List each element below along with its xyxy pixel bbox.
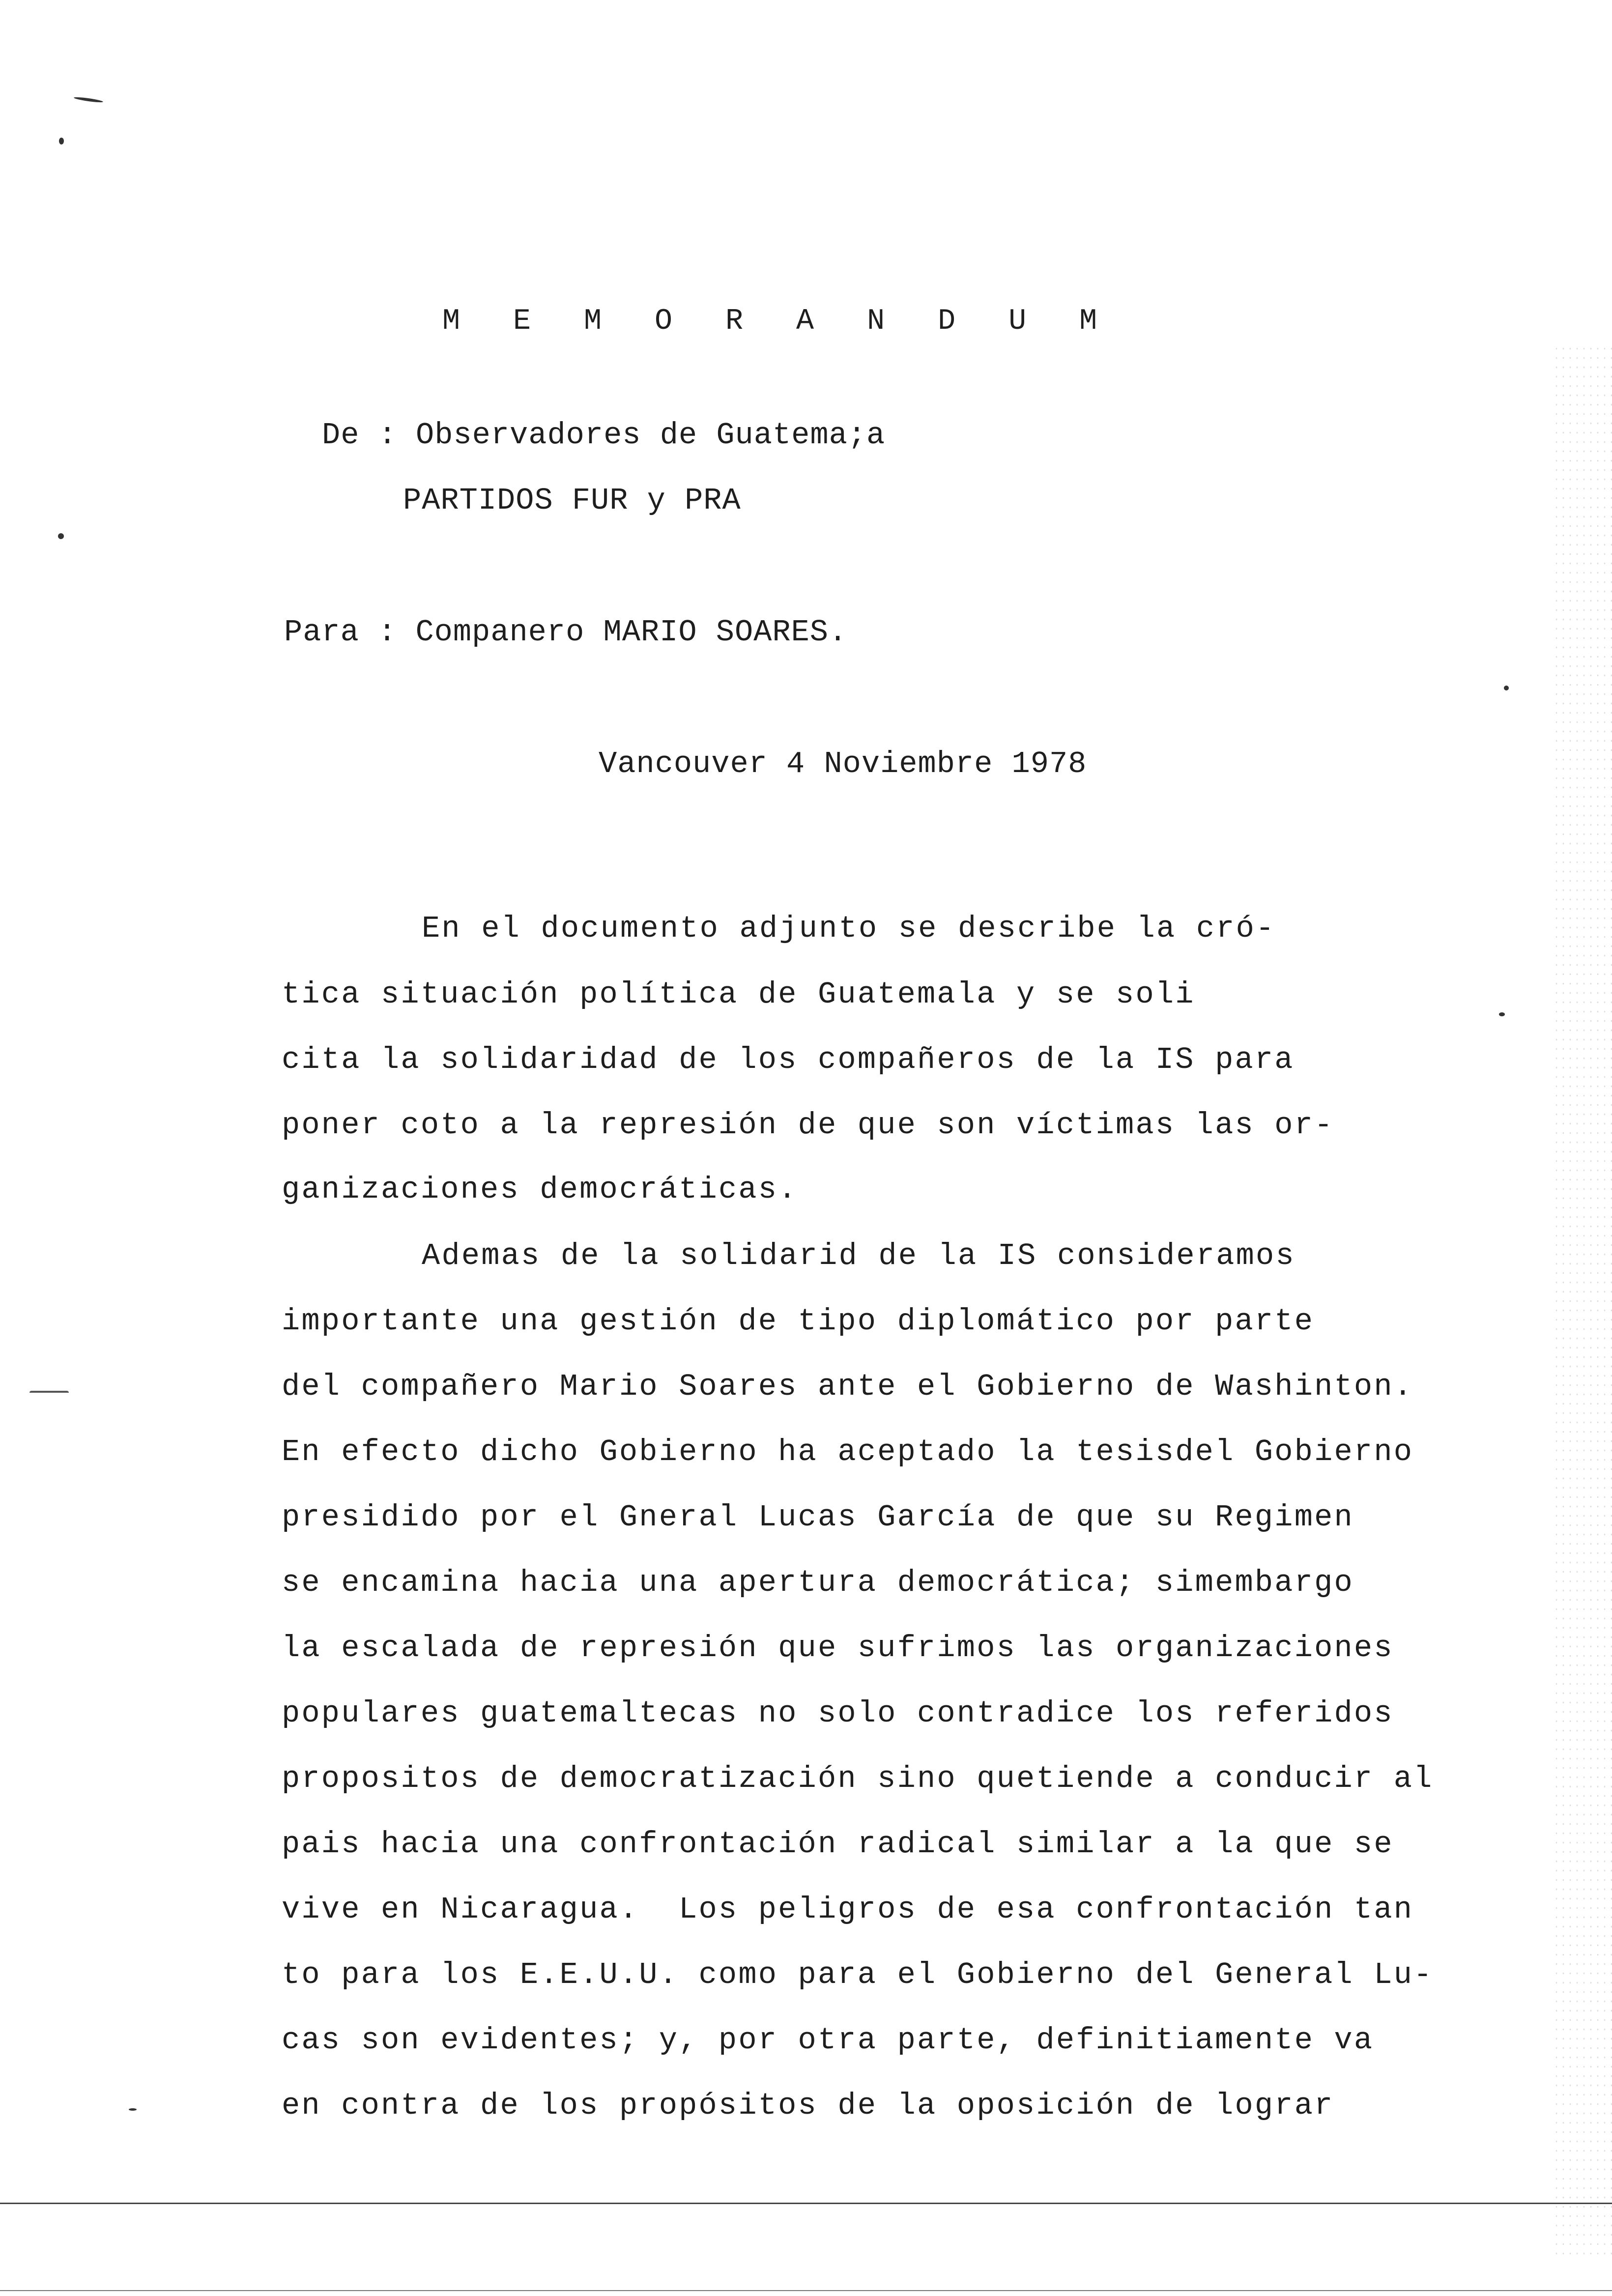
body-line-11: se encamina hacia una apertura democrática; simembargo [282, 1565, 1354, 1600]
scan-mark [129, 2108, 137, 2111]
from-parties: PARTIDOS FUR y PRA [403, 483, 741, 518]
from-line: De : Observadores de Guatema;a [322, 418, 886, 453]
body-line-10: presidido por el Gneral Lucas García de que su Regimen [282, 1500, 1354, 1535]
to-line: Para : Companero MARIO SOARES. [284, 615, 848, 650]
body-line-4: poner coto a la represión de que son víctimas las or- [282, 1108, 1334, 1143]
body-line-17: to para los E.E.U.U. como para el Gobierno del General Lu- [282, 1957, 1434, 1992]
scan-mark [59, 138, 64, 144]
scan-mark [29, 1391, 69, 1393]
body-line-9: En efecto dicho Gobierno ha aceptado la tesisdel Gobierno [282, 1435, 1414, 1469]
scan-mark [74, 96, 103, 103]
body-line-1: En el documento adjunto se describe la cró- [422, 911, 1276, 946]
body-line-3: cita la solidaridad de los compañeros de la IS para [282, 1042, 1295, 1077]
scan-mark [58, 533, 64, 539]
body-line-12: la escalada de represión que sufrimos las organizaciones [282, 1631, 1394, 1665]
scan-bottom-edge [0, 2290, 1612, 2291]
body-line-8: del compañero Mario Soares ante el Gobierno de Washinton. [282, 1369, 1414, 1404]
body-line-5: ganizaciones democráticas. [282, 1172, 798, 1207]
body-line-2: tica situación política de Guatemala y se soli [282, 977, 1195, 1012]
scan-mark [1499, 1012, 1505, 1016]
body-line-7: importante una gestión de tipo diplomático por parte [282, 1304, 1315, 1339]
body-line-13: populares guatemaltecas no solo contradice los referidos [282, 1696, 1394, 1731]
date-line: Vancouver 4 Noviembre 1978 [599, 746, 1087, 781]
memo-title: M E M O R A N D U M [442, 305, 1115, 338]
body-line-19: en contra de los propósitos de la oposición de lograr [282, 2088, 1334, 2123]
body-line-16: vive en Nicaragua. Los peligros de esa confrontación tan [282, 1892, 1414, 1927]
scan-bottom-edge [0, 2203, 1612, 2204]
body-line-6: Ademas de la solidarid de la IS consideramos [422, 1238, 1295, 1273]
body-line-15: pais hacia una confrontación radical similar a la que se [282, 1827, 1394, 1862]
scan-edge-noise [1553, 344, 1612, 2261]
scan-mark [1504, 686, 1509, 690]
body-line-18: cas son evidentes; y, por otra parte, definitiamente va [282, 2023, 1374, 2058]
body-line-14: propositos de democratización sino quetiende a conducir al [282, 1761, 1434, 1796]
